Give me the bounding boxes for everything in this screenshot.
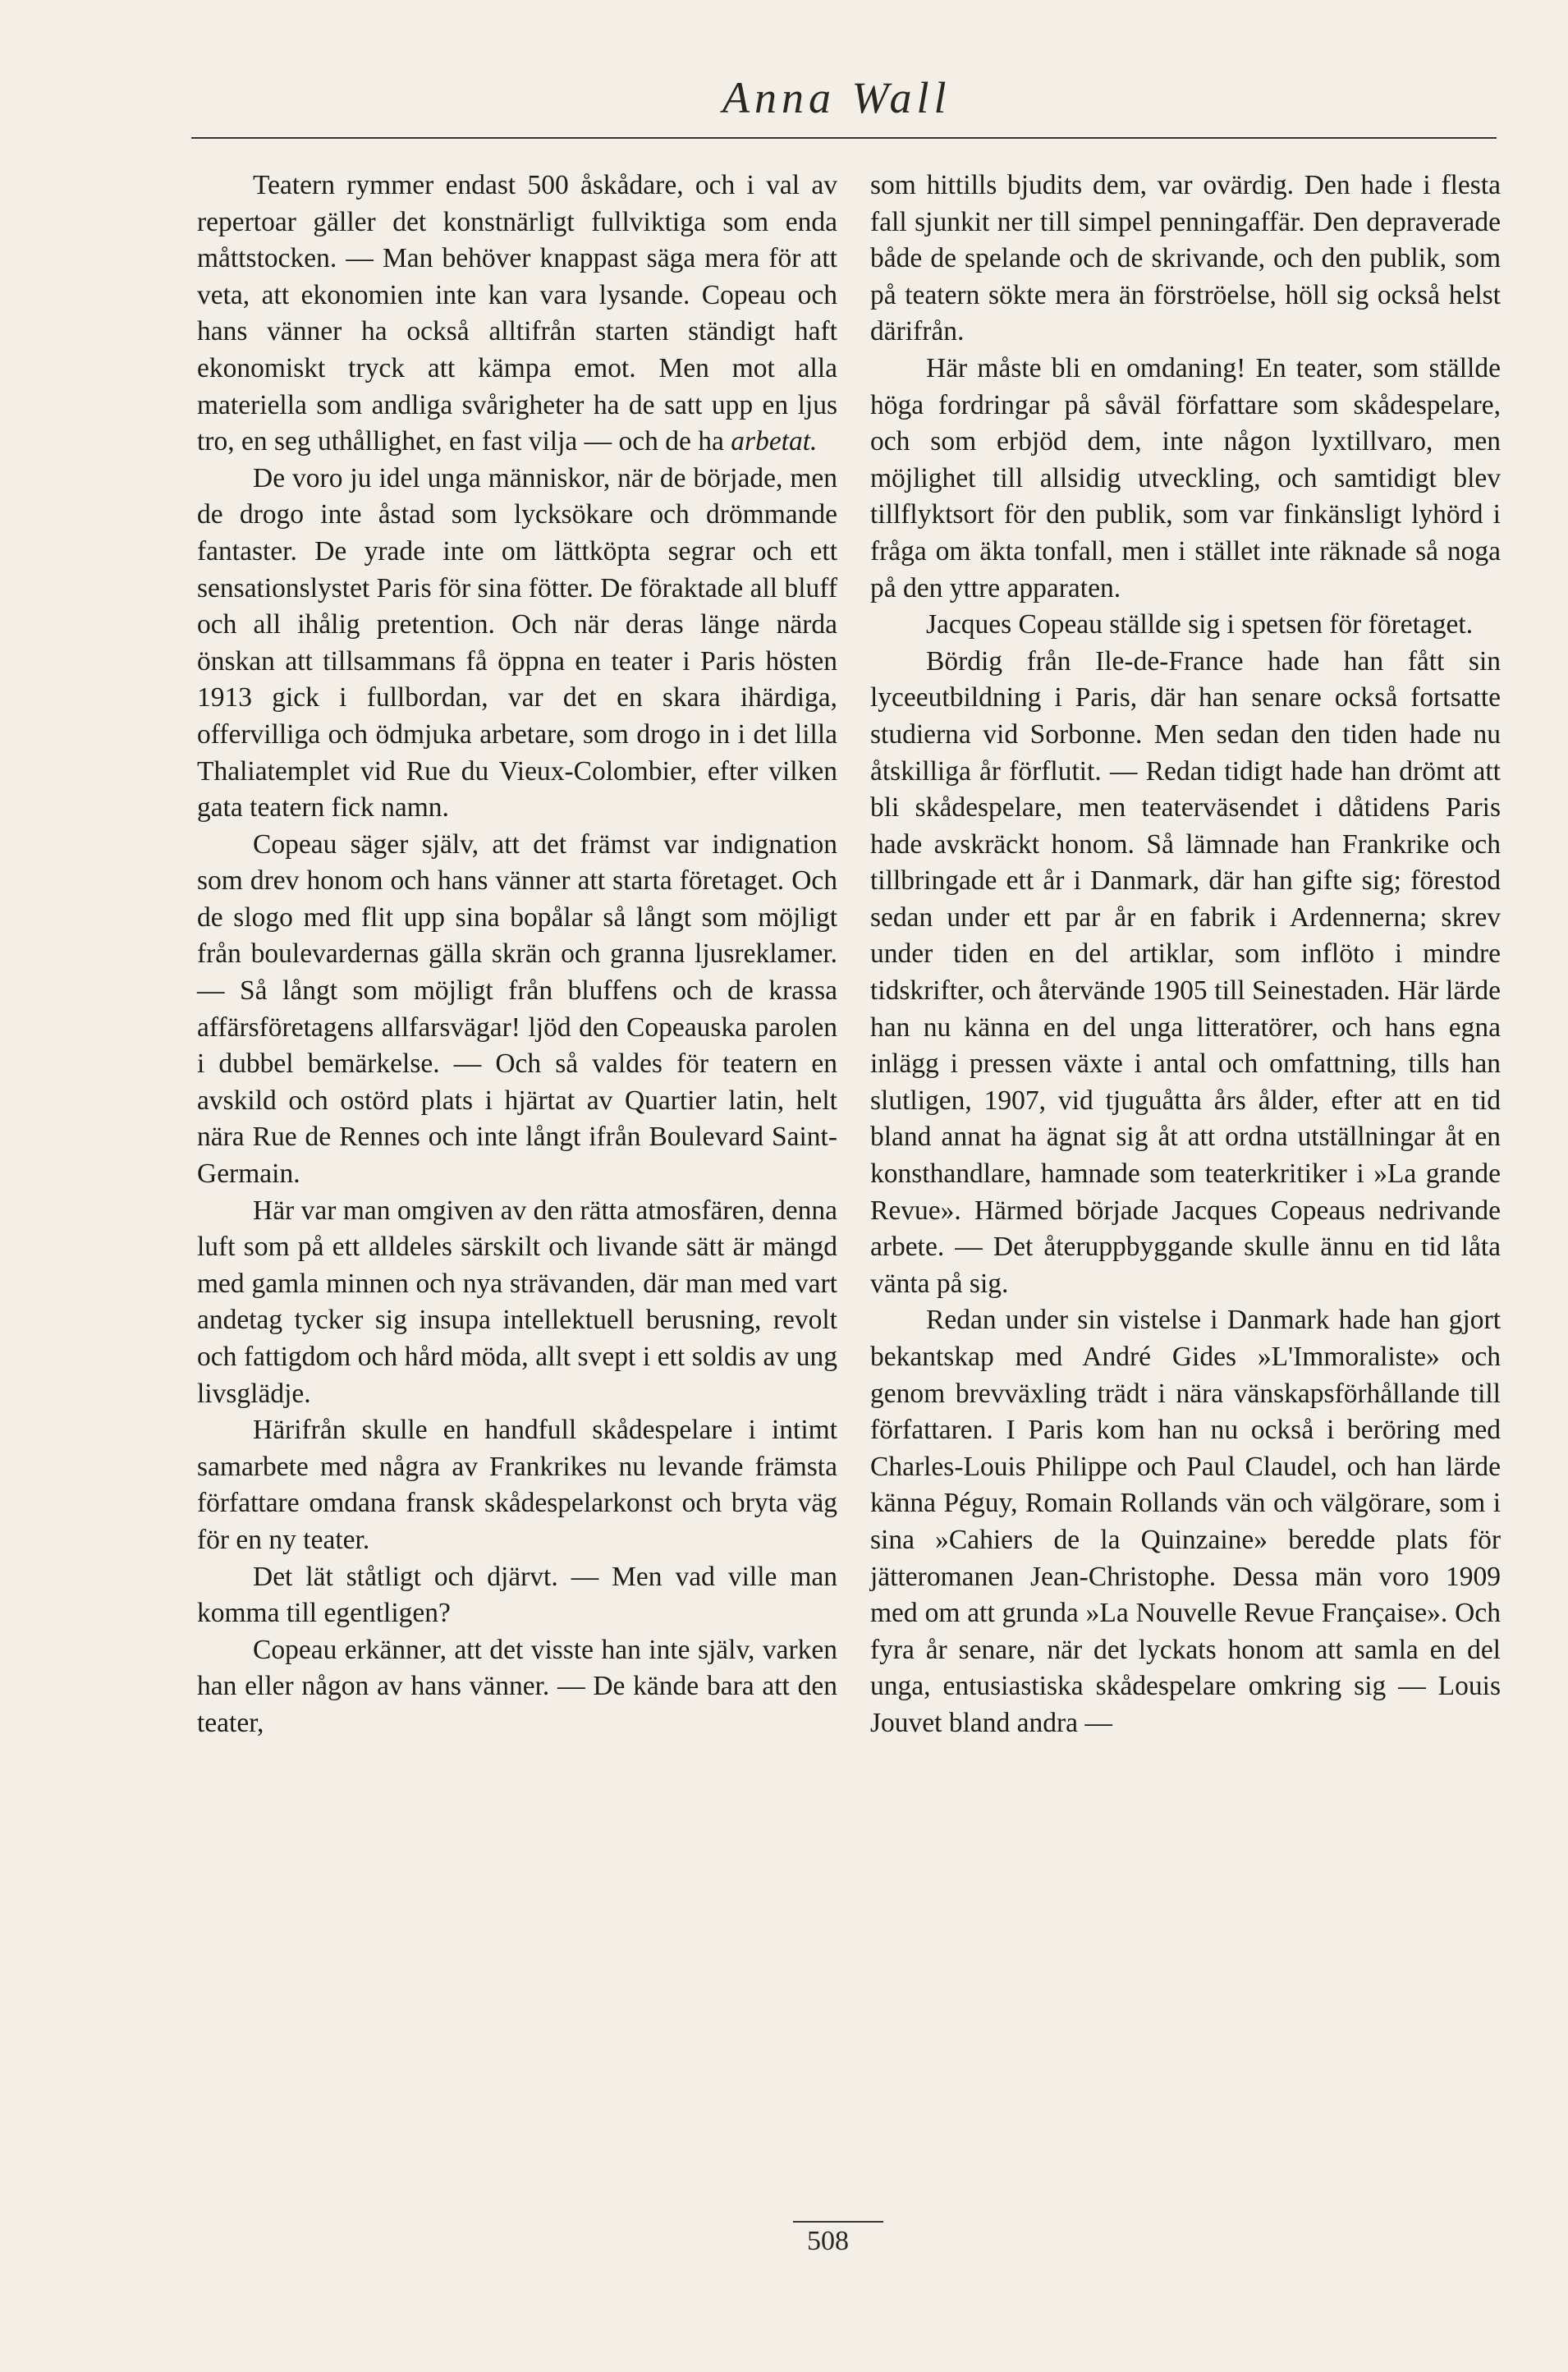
emphasis-text: arbetat. bbox=[731, 426, 818, 457]
right-column bbox=[870, 167, 1501, 1742]
paragraph: Copeau erkänner, att det visste han inte själv, varken han eller någon av hans vänner. — De kände bara att den teater, bbox=[197, 1634, 837, 1738]
page-number-rule bbox=[793, 2221, 883, 2223]
paragraph bbox=[197, 167, 837, 461]
running-head: Anna Wall bbox=[722, 73, 951, 122]
paragraph: Det lät ståtligt och djärvt. — Men vad ville man komma till egentligen? bbox=[197, 1561, 837, 1629]
left-column bbox=[197, 167, 837, 1742]
paragraph: som hittills bjudits dem, var ovärdig. Den hade i flesta fall sjunkit ner till simpel penningaffär. Den depraverade både de spelande och de skrivande, och den publik, som på teatern sökte mera än förströelse, höll sig också helst därifrån. bbox=[870, 170, 1501, 347]
paragraph: Bördig från Ile-de-France hade han fått sin lyceeutbildning i Paris, där han senare också fortsatte studierna vid Sorbonne. Men sedan den tiden hade nu åtskilliga år förflutit. — Redan tidigt hade han drömt att bli skådespelare, men teaterväsendet i dåtidens Paris hade avskräckt honom. Så lämnade han Frankrike och tillbringade ett år i Danmark, där han gifte sig; förestod sedan under ett par år en fabrik i Ardennerna; skrev under tiden en del artiklar, som inflöto i mindre tidskrifter, och återvände 1905 till Seinestaden. Här lärde han nu känna en del unga litteratörer, och hans egna inlägg i pressen växte i antal och omfattning, tills han slutligen, 1907, vid tjuguåtta års ålder, efter att en tid bland annat ha ägnat sig åt att ordna utställningar åt en konsthandlare, hamnade som teaterkritiker i »La grande Revue». Härmed började Jacques Copeaus nedrivande arbete. — Det återuppbyggande skulle ännu en tid låta vänta på sig. bbox=[870, 645, 1501, 1299]
paragraph: De voro ju idel unga människor, när de började, men de drogo inte åstad som lycksökare och drömmande fantaster. De yrade inte om lättköpta segrar och ett sensationslystet Paris för sina fötter. De föraktade all bluff och all ihålig pretention. Och när deras länge närda önskan att tillsammans få öppna en teater i Paris hösten 1913 gick i fullbordan, var det en skara ihärdiga, offervilliga och ödmjuka arbetare, som drogo in i det lilla Thaliatemplet vid Rue du Vieux-Colombier, efter vilken gata teatern fick namn. bbox=[197, 462, 837, 824]
paragraph: Här var man omgiven av den rätta atmosfären, denna luft som på ett alldeles särskilt och livande sätt är mängd med gamla minnen och nya strävanden, där man med vart andetag tycker sig insupa intellektuell berusning, revolt och fattigdom och hård möda, allt svept i ett soldis av ung livsglädje. bbox=[197, 1195, 837, 1409]
paragraph-text: Teatern rymmer endast 500 åskådare, och i val av repertoar gäller det konstnärligt fullviktiga som enda måttstocken. — Man behöver knappast säga mera för att veta, att ekonomien inte kan vara lysande. Copeau och hans vänner ha också alltifrån starten ständigt haft ekonomiskt tryck att kämpa emot. Men mot alla materiella som andliga svårigheter ha de satt upp en ljus tro, en seg uthållighet, en fast vilja — och de ha bbox=[197, 170, 837, 457]
header-rule bbox=[191, 137, 1497, 139]
paragraph: Jacques Copeau ställde sig i spetsen för företaget. bbox=[926, 609, 1474, 640]
paragraph: Här måste bli en omdaning! En teater, som ställde höga fordringar på såväl författare som skådespelare, och som erbjöd dem, inte någon lyxtillvaro, men möjlighet till allsidig utveckling, och samtidigt blev tillflyktsort för den publik, som var finkänsligt lyhörd i fråga om äkta tonfall, men i stället inte räknade så noga på den yttre apparaten. bbox=[870, 352, 1501, 603]
page-number: 508 bbox=[807, 2226, 849, 2256]
paragraph: Härifrån skulle en handfull skådespelare i intimt samarbete med några av Frankrikes nu levande främsta författare omdana fransk skådespelarkonst och bryta väg för en ny teater. bbox=[197, 1415, 837, 1555]
paragraph: Copeau säger själv, att det främst var indignation som drev honom och hans vänner att starta företaget. Och de slogo med flit upp sina bopålar så långt som möjligt från boulevardernas gälla skrän och granna ljusreklamer. — Så långt som möjligt från bluffens och de krassa affärsföretagens allfarsvägar! ljöd den Copeauska parolen i dubbel bemärkelse. — Och så valdes för teatern en avskild och ostörd plats i hjärtat av Quartier latin, helt nära Rue de Rennes och inte långt ifrån Boulevard Saint-Germain. bbox=[197, 828, 837, 1190]
paragraph: Redan under sin vistelse i Danmark hade han gjort bekantskap med André Gides »L'Immoraliste» och genom brevväxling trädt i nära vänskapsförhållande till författaren. I Paris kom han nu också i beröring med Charles-Louis Philippe och Paul Claudel, och han lärde känna Péguy, Romain Rollands vän och välgörare, som i sina »Cahiers de la Quinzaine» beredde plats för jätteromanen Jean-Christophe. Dessa män voro 1909 med om att grunda »La Nouvelle Revue Française». Och fyra år senare, när det lyckats honom att samla en del unga, entusiastiska skådespelare omkring sig — Louis Jouvet bland andra — bbox=[870, 1305, 1501, 1738]
